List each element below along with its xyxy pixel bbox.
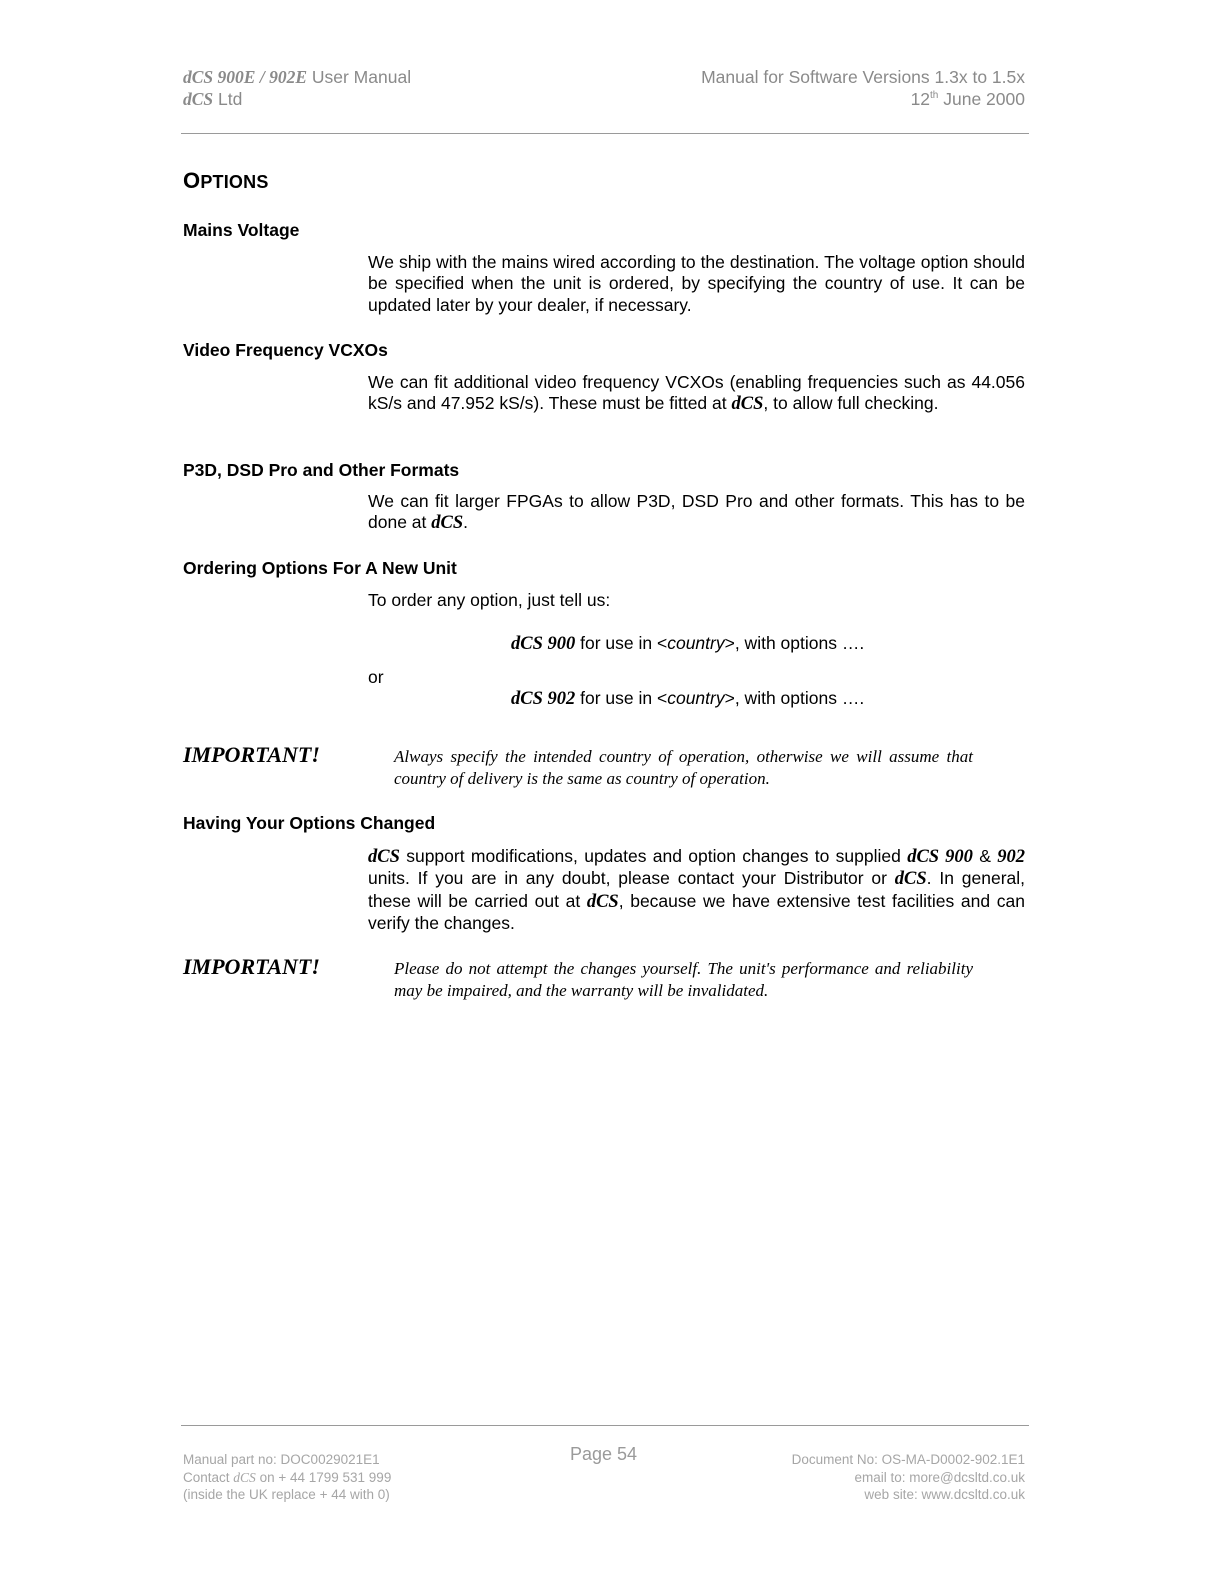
order-line-902: dCS 902 for use in <country>, with options …. [511, 688, 865, 709]
header-date: 12th June 2000 [910, 89, 1025, 109]
heading-p3d-formats: P3D, DSD Pro and Other Formats [183, 460, 460, 480]
paragraph-mains-voltage: We ship with the mains wired according to the destination. The voltage option should be specified when the unit is ordered, by specifying the country of use. It can be updated later by your dealer, if necessary. [368, 252, 1025, 315]
order-line-900: dCS 900 for use in <country>, with options …. [511, 633, 865, 654]
page-title: OPTIONS [183, 168, 269, 193]
paragraph-p3d-formats: We can fit larger FPGAs to allow P3D, DSD Pro and other formats. This has to be done at dCS. [368, 491, 1025, 534]
brand-dcs: dCS [731, 394, 764, 415]
footer-divider [181, 1425, 1029, 1426]
heading-mains-voltage: Mains Voltage [183, 220, 300, 240]
footer-uk-note: (inside the UK replace + 44 with 0) [183, 1487, 390, 1502]
header-product-brand: dCS 900E / 902E [183, 67, 307, 87]
footer-website: web site: www.dcsltd.co.uk [864, 1487, 1025, 1502]
important-label-1: IMPORTANT! [183, 742, 320, 767]
brand-dcs: dCS [431, 513, 464, 534]
heading-options-changed: Having Your Options Changed [183, 813, 436, 833]
paragraph-video-frequency: We can fit additional video frequency VCXOs (enabling frequencies such as 44.056 kS/s and 47.952 kS/s). These must be fitted at dCS, to allow full checking. [368, 372, 1025, 415]
header-software-versions: Manual for Software Versions 1.3x to 1.5x [701, 67, 1025, 87]
footer-left [183, 1451, 391, 1504]
footer-part-number: Manual part no: DOC0029021E1 [183, 1452, 380, 1467]
heading-video-frequency: Video Frequency VCXOs [183, 340, 388, 360]
footer-email: email to: more@dcsltd.co.uk [854, 1469, 1025, 1485]
paragraph-options-changed: dCS support modifications, updates and option changes to supplied dCS 900 & 902 units. If you are in any doubt, please contact your Distributor or dCS. In general, these will be carried out at dCS, because we have extensive test facilities and can verify the changes. [368, 846, 1026, 933]
order-or: or [368, 667, 384, 687]
ordering-intro: To order any option, just tell us: [368, 590, 611, 610]
important-text-2: Please do not attempt the changes yourself. The unit's performance and reliability may be impaired, and the warranty will be invalidated. [394, 959, 973, 1000]
important-text-1: Always specify the intended country of operation, otherwise we will assume that country of delivery is the same as country of operation. [394, 747, 973, 788]
header-company-brand: dCS [183, 89, 214, 109]
header-right [701, 66, 1025, 110]
header-doc-type: User Manual [311, 67, 412, 87]
header-divider [181, 133, 1029, 134]
heading-ordering-options: Ordering Options For A New Unit [183, 558, 457, 578]
page-number: Page 54 [570, 1444, 638, 1464]
footer-document-number: Document No: OS-MA-D0002-902.1E1 [791, 1452, 1025, 1467]
footer-contact: Contact dCS on + 44 1799 531 999 [183, 1469, 392, 1485]
header-company-suffix: Ltd [218, 89, 243, 109]
footer-right [792, 1451, 1025, 1504]
important-label-2: IMPORTANT! [183, 954, 320, 979]
header-left [183, 66, 411, 110]
